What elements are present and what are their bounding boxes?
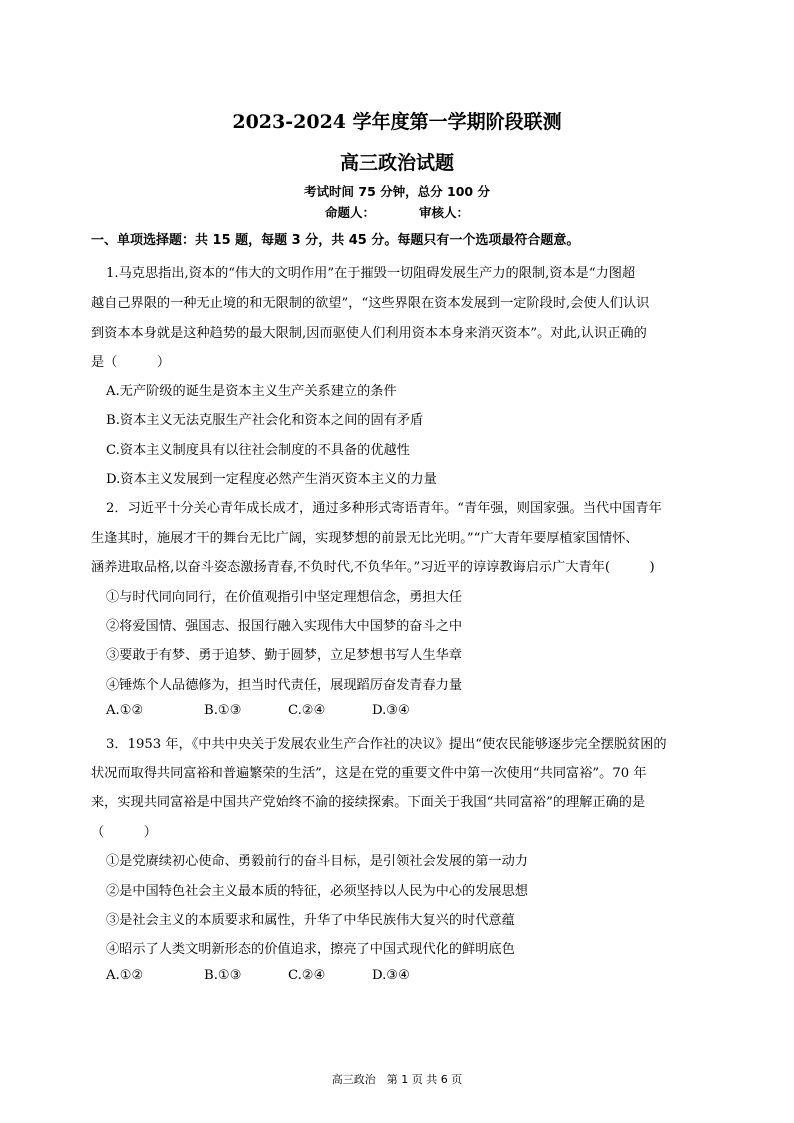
- q2-statement: ④锤炼个人品德修为，担当时代责任，展现蹈厉奋发青春力量: [106, 678, 463, 693]
- q2-choice-c: C.②④: [288, 703, 326, 718]
- q3-statement: ④昭示了人类文明新形态的价值追求，擦亮了中国式现代化的鲜明底色: [106, 942, 515, 957]
- q2-choice-a: A.①②: [106, 703, 144, 718]
- q3-stem-line: 状况而取得共同富裕和普遍繁荣的生活”，这是在党的重要文件中第一次使用“共同富裕”。70 年: [91, 766, 647, 781]
- q3-statement: ①是党赓续初心使命、勇毅前行的奋斗目标，是引领社会发展的第一动力: [106, 854, 528, 869]
- q3-stem-line: 来，实现共同富裕是中国共产党始终不渝的接续探索。下面关于我国“共同富裕”的理解正确的是: [91, 795, 646, 810]
- q2-choice-b: B.①③: [204, 703, 242, 718]
- q2-stem-line: 生逢其时，施展才干的舞台无比广阔，实现梦想的前景无比光明。”“广大青年要厚植家国情怀、: [91, 531, 639, 546]
- q1-stem-line: 1.马克思指出,资本的“伟大的文明作用”在于摧毁一切阻碍发展生产力的限制,资本是“力图超: [106, 266, 636, 281]
- reviewer-label: 审核人：: [419, 205, 470, 220]
- q2-stem-line: 2．习近平十分关心青年成长成才，通过多种形式寄语青年。“青年强，则国家强。当代中国青年: [106, 501, 662, 516]
- q2-choices: [106, 703, 410, 718]
- q2-statement: ②将爱国情、强国志、报国行融入实现伟大中国梦的奋斗之中: [106, 619, 463, 634]
- q2-statement: ③要敢于有梦、勇于追梦、勤于圆梦，立足梦想书写人生华章: [106, 648, 463, 663]
- section-heading: 一、单项选择题：共 15 题，每题 3 分，共 45 分。每题只有一个选项最符合题意。: [91, 233, 580, 248]
- q1-stem-line: 越自己界限的一种无止境的和无限制的欲望”，“这些界限在资本发展到一定阶段时,会使人们认识: [91, 296, 650, 311]
- q1-option-b: B.资本主义无法克服生产社会化和资本之间的固有矛盾: [106, 413, 424, 428]
- q3-statement: ②是中国特色社会主义最本质的特征，必须坚持以人民为中心的发展思想: [106, 884, 528, 899]
- q3-choice-a: A.①②: [106, 968, 144, 983]
- q1-stem-line: 是（ ）: [91, 355, 171, 370]
- q1-stem-line: 到资本本身就是这种趋势的最大限制,因而驱使人们利用资本本身来消灭资本”。对此,认识正确的: [91, 326, 647, 341]
- q1-option-d: D.资本主义发展到一定程度必然产生消灭资本主义的力量: [106, 472, 437, 487]
- q3-stem-line: 3．1953 年，《中共中央关于发展农业生产合作社的决议》提出“使农民能够逐步完全摆脱贫困的: [106, 737, 667, 752]
- author-label: 命题人：: [324, 205, 375, 220]
- exam-info: 考试时间 75 分钟，总分 100 分: [304, 184, 490, 199]
- exam-subtitle: 高三政治试题: [339, 152, 454, 174]
- page-footer: 高三政治 第 1 页 共 6 页: [331, 1073, 463, 1086]
- q2-statement: ①与时代同向同行，在价值观指引中坚定理想信念，勇担大任: [106, 590, 463, 605]
- q1-option-c: C.资本主义制度具有以往社会制度的不具备的优越性: [106, 443, 410, 458]
- exam-title: 2023-2024 学年度第一学期阶段联测: [232, 111, 562, 133]
- q3-choices: [106, 968, 410, 983]
- q3-choice-c: C.②④: [288, 968, 326, 983]
- q3-statement: ③是社会主义的本质要求和属性，升华了中华民族伟大复兴的时代意蕴: [106, 913, 515, 928]
- q3-choice-b: B.①③: [204, 968, 242, 983]
- q2-stem-line: 涵养进取品格,以奋斗姿态激扬青春,不负时代,不负华年。”习近平的谆谆教诲启示广大青年( ): [91, 560, 655, 575]
- q1-option-a: A.无产阶级的诞生是资本主义生产关系建立的条件: [106, 384, 397, 399]
- author-line: [0, 203, 794, 221]
- q3-choice-d: D.③④: [372, 968, 410, 983]
- q2-choice-d: D.③④: [372, 703, 410, 718]
- q3-stem-line: （ ）: [91, 825, 157, 840]
